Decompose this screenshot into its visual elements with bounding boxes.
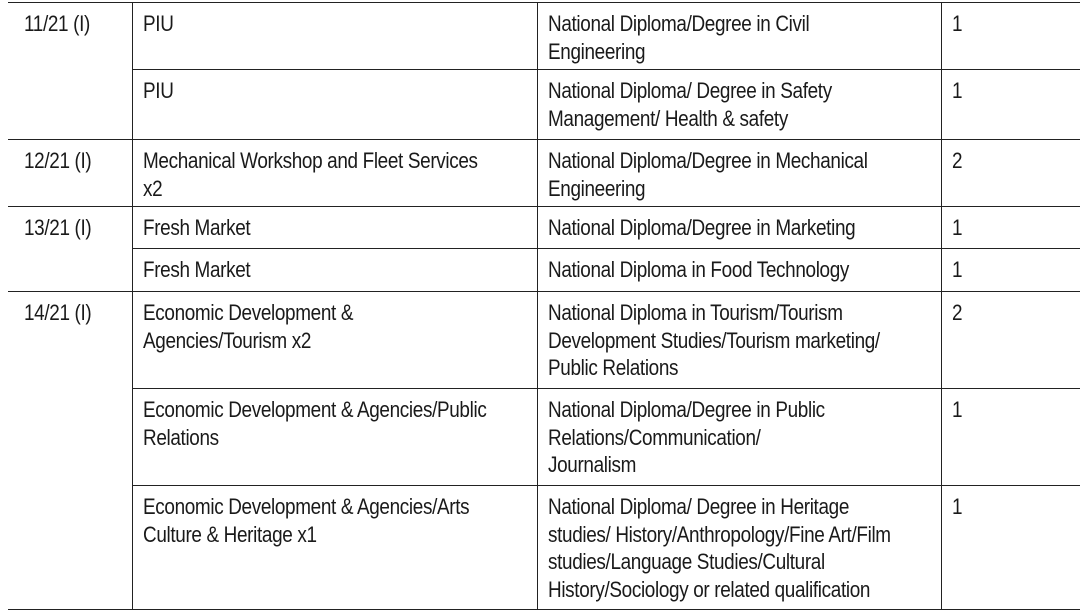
reference-cell: 13/21 (I)	[8, 207, 132, 249]
reference-cell: 11/21 (I)	[8, 3, 132, 70]
table-row	[8, 292, 1080, 389]
table-row	[8, 3, 1080, 70]
qualification-cell: National Diploma in Tourism/Tourism Development Studies/Tourism marketing/ Public Relations	[537, 292, 941, 389]
qualification-cell: National Diploma/Degree in Marketing	[537, 207, 941, 249]
qualification-cell: National Diploma/Degree in Public Relations/Communication/ Journalism	[537, 389, 941, 486]
qualification-cell: National Diploma/Degree in Civil Engineering	[537, 3, 941, 70]
count-cell: 1	[941, 70, 1080, 140]
department-cell: Economic Development & Agencies/Tourism x2	[132, 292, 537, 389]
qualification-cell: National Diploma/ Degree in Safety Management/ Health & safety	[537, 70, 941, 140]
qualification-cell: National Diploma/Degree in Mechanical Engineering	[537, 140, 941, 207]
reference-cell	[8, 389, 132, 486]
reference-cell	[8, 70, 132, 140]
qualification-cell: National Diploma/ Degree in Heritage studies/ History/Anthropology/Fine Art/Film studies/Language Studies/Cultural History/Sociology or related qualification	[537, 486, 941, 610]
table-row	[8, 486, 1080, 610]
department-cell: Mechanical Workshop and Fleet Services x2	[132, 140, 537, 207]
reference-cell	[8, 486, 132, 610]
count-cell: 1	[941, 249, 1080, 292]
reference-cell: 12/21 (I)	[8, 140, 132, 207]
department-cell: Economic Development & Agencies/Public Relations	[132, 389, 537, 486]
department-cell: Fresh Market	[132, 249, 537, 292]
table-row	[8, 207, 1080, 249]
reference-cell: 14/21 (I)	[8, 292, 132, 389]
count-cell: 2	[941, 140, 1080, 207]
count-cell: 1	[941, 3, 1080, 70]
count-cell: 2	[941, 292, 1080, 389]
count-cell: 1	[941, 207, 1080, 249]
vacancy-table	[8, 2, 1080, 610]
reference-cell	[8, 249, 132, 292]
count-cell: 1	[941, 486, 1080, 610]
table-row	[8, 249, 1080, 292]
department-cell: PIU	[132, 3, 537, 70]
table-row	[8, 140, 1080, 207]
table-row	[8, 389, 1080, 486]
table-row	[8, 70, 1080, 140]
count-cell: 1	[941, 389, 1080, 486]
department-cell: Fresh Market	[132, 207, 537, 249]
department-cell: Economic Development & Agencies/Arts Culture & Heritage x1	[132, 486, 537, 610]
qualification-cell: National Diploma in Food Technology	[537, 249, 941, 292]
department-cell: PIU	[132, 70, 537, 140]
